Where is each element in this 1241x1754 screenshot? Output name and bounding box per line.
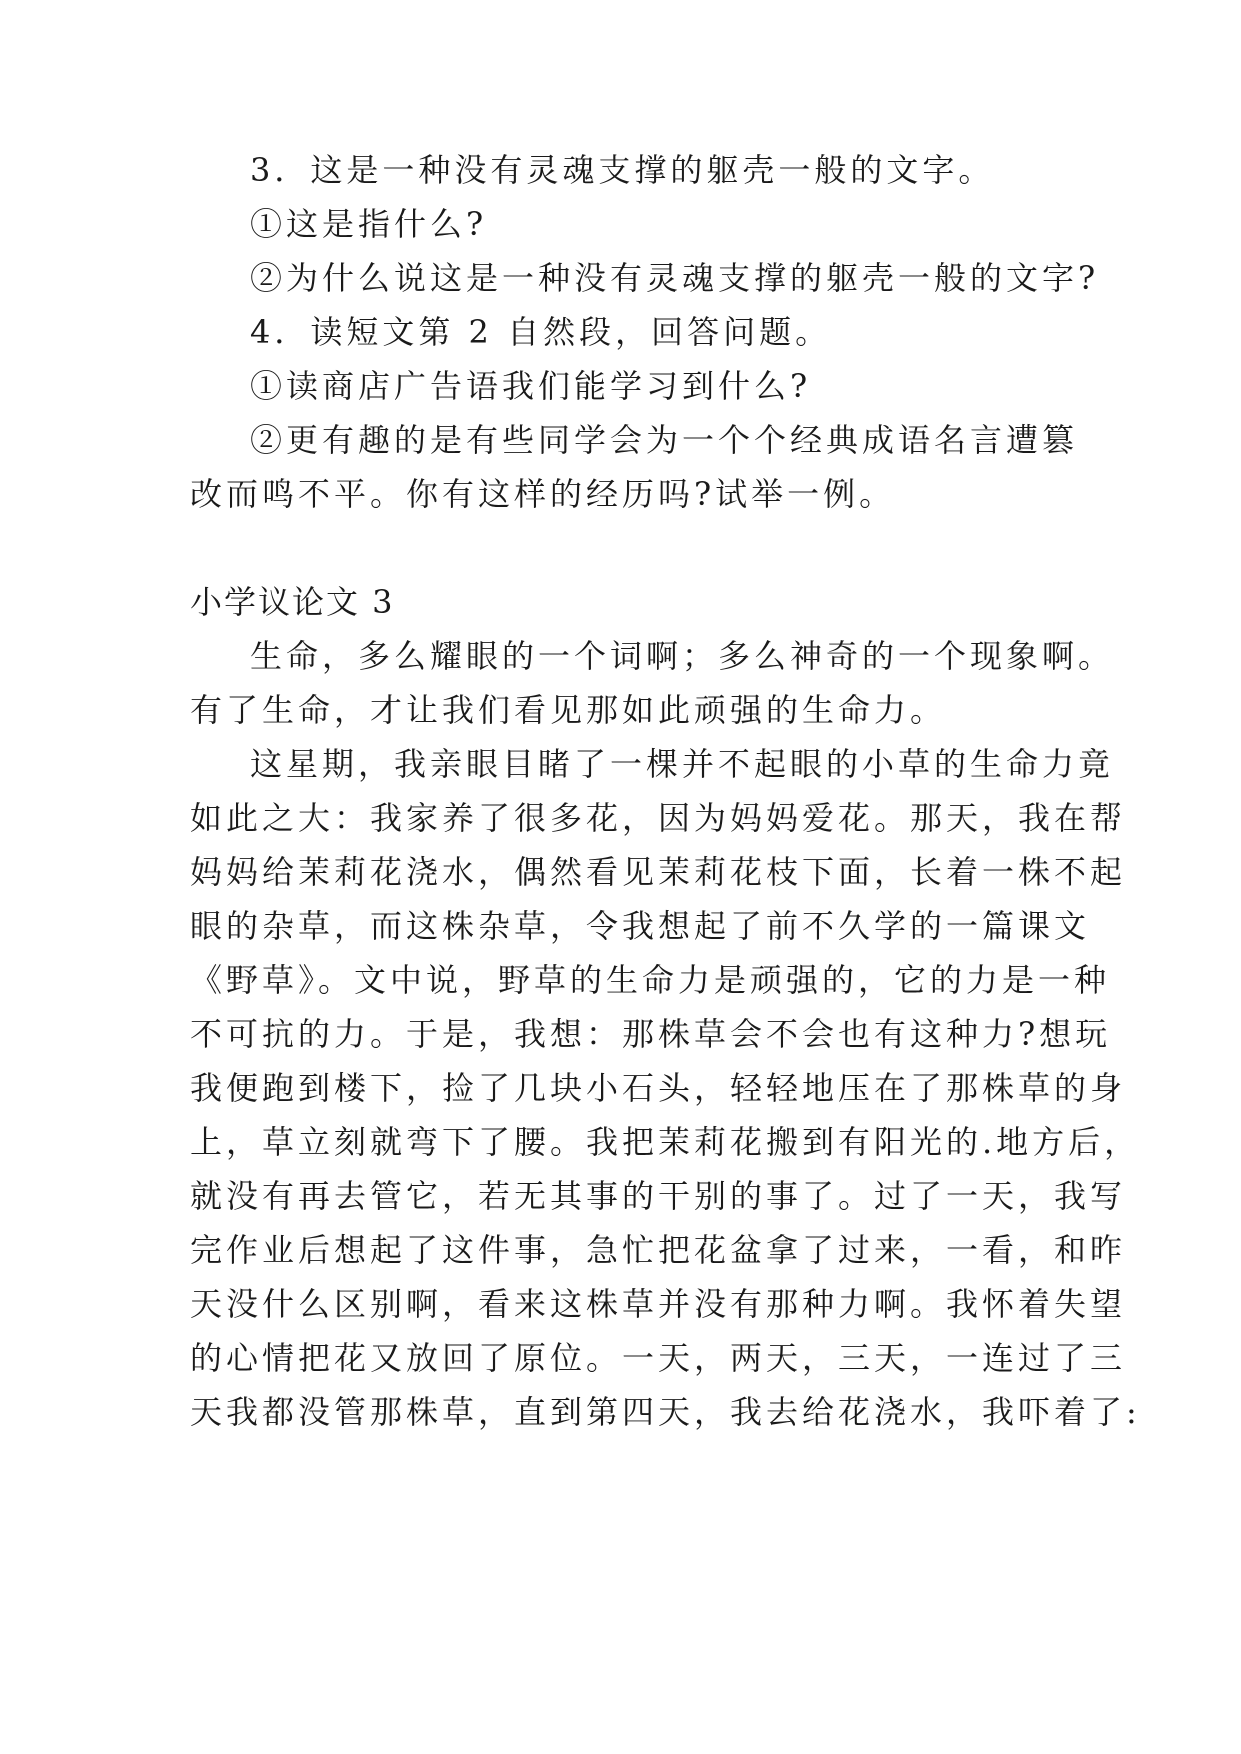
question-3-part-1: ①这是指什么? xyxy=(250,205,488,243)
essay-line: 完作业后想起了这件事，急忙把花盆拿了过来，一看，和昨 xyxy=(190,1231,1127,1269)
question-3-part-2: ②为什么说这是一种没有灵魂支撑的躯壳一般的文字? xyxy=(250,259,1100,297)
essay-line: 有了生命，才让我们看见那如此顽强的生命力。 xyxy=(190,691,947,729)
essay-line: 《野草》。文中说，野草的生命力是顽强的，它的力是一种 xyxy=(190,961,1111,999)
essay-line: 不可抗的力。于是，我想：那株草会不会也有这种力?想玩 xyxy=(190,1015,1112,1053)
question-4-part-1: ①读商店广告语我们能学习到什么? xyxy=(250,367,812,405)
essay-title: 小学议论文 3 xyxy=(190,583,395,621)
essay-line: 就没有再去管它，若无其事的干别的事了。过了一天，我写 xyxy=(190,1177,1127,1215)
essay-line: 妈妈给茉莉花浇水，偶然看见茉莉花枝下面，长着一株不起 xyxy=(190,853,1127,891)
question-3: 3．这是一种没有灵魂支撑的躯壳一般的文字。 xyxy=(250,151,995,189)
essay-line: 天没什么区别啊，看来这株草并没有那种力啊。我怀着失望 xyxy=(190,1285,1127,1323)
question-4-part-2-line-2: 改而鸣不平。你有这样的经历吗?试举一例。 xyxy=(190,475,896,513)
essay-line: 如此之大：我家养了很多花，因为妈妈爱花。那天，我在帮 xyxy=(190,799,1127,837)
question-4-part-2-line-1: ②更有趣的是有些同学会为一个个经典成语名言遭篡 xyxy=(250,421,1079,459)
essay-line: 这星期，我亲眼目睹了一棵并不起眼的小草的生命力竟 xyxy=(250,745,1115,783)
essay-line: 的心情把花又放回了原位。一天，两天，三天，一连过了三 xyxy=(190,1339,1127,1377)
essay-line: 天我都没管那株草，直到第四天，我去给花浇水，我吓着了: xyxy=(190,1393,1141,1431)
essay-line: 上，草立刻就弯下了腰。我把茉莉花搬到有阳光的.地方后， xyxy=(190,1123,1141,1161)
essay-line: 我便跑到楼下，捡了几块小石头，轻轻地压在了那株草的身 xyxy=(190,1069,1127,1107)
essay-line: 眼的杂草，而这株杂草，令我想起了前不久学的一篇课文 xyxy=(190,907,1091,945)
question-4: 4．读短文第 2 自然段，回答问题。 xyxy=(250,313,832,351)
essay-line: 生命，多么耀眼的一个词啊；多么神奇的一个现象啊。 xyxy=(250,637,1115,675)
